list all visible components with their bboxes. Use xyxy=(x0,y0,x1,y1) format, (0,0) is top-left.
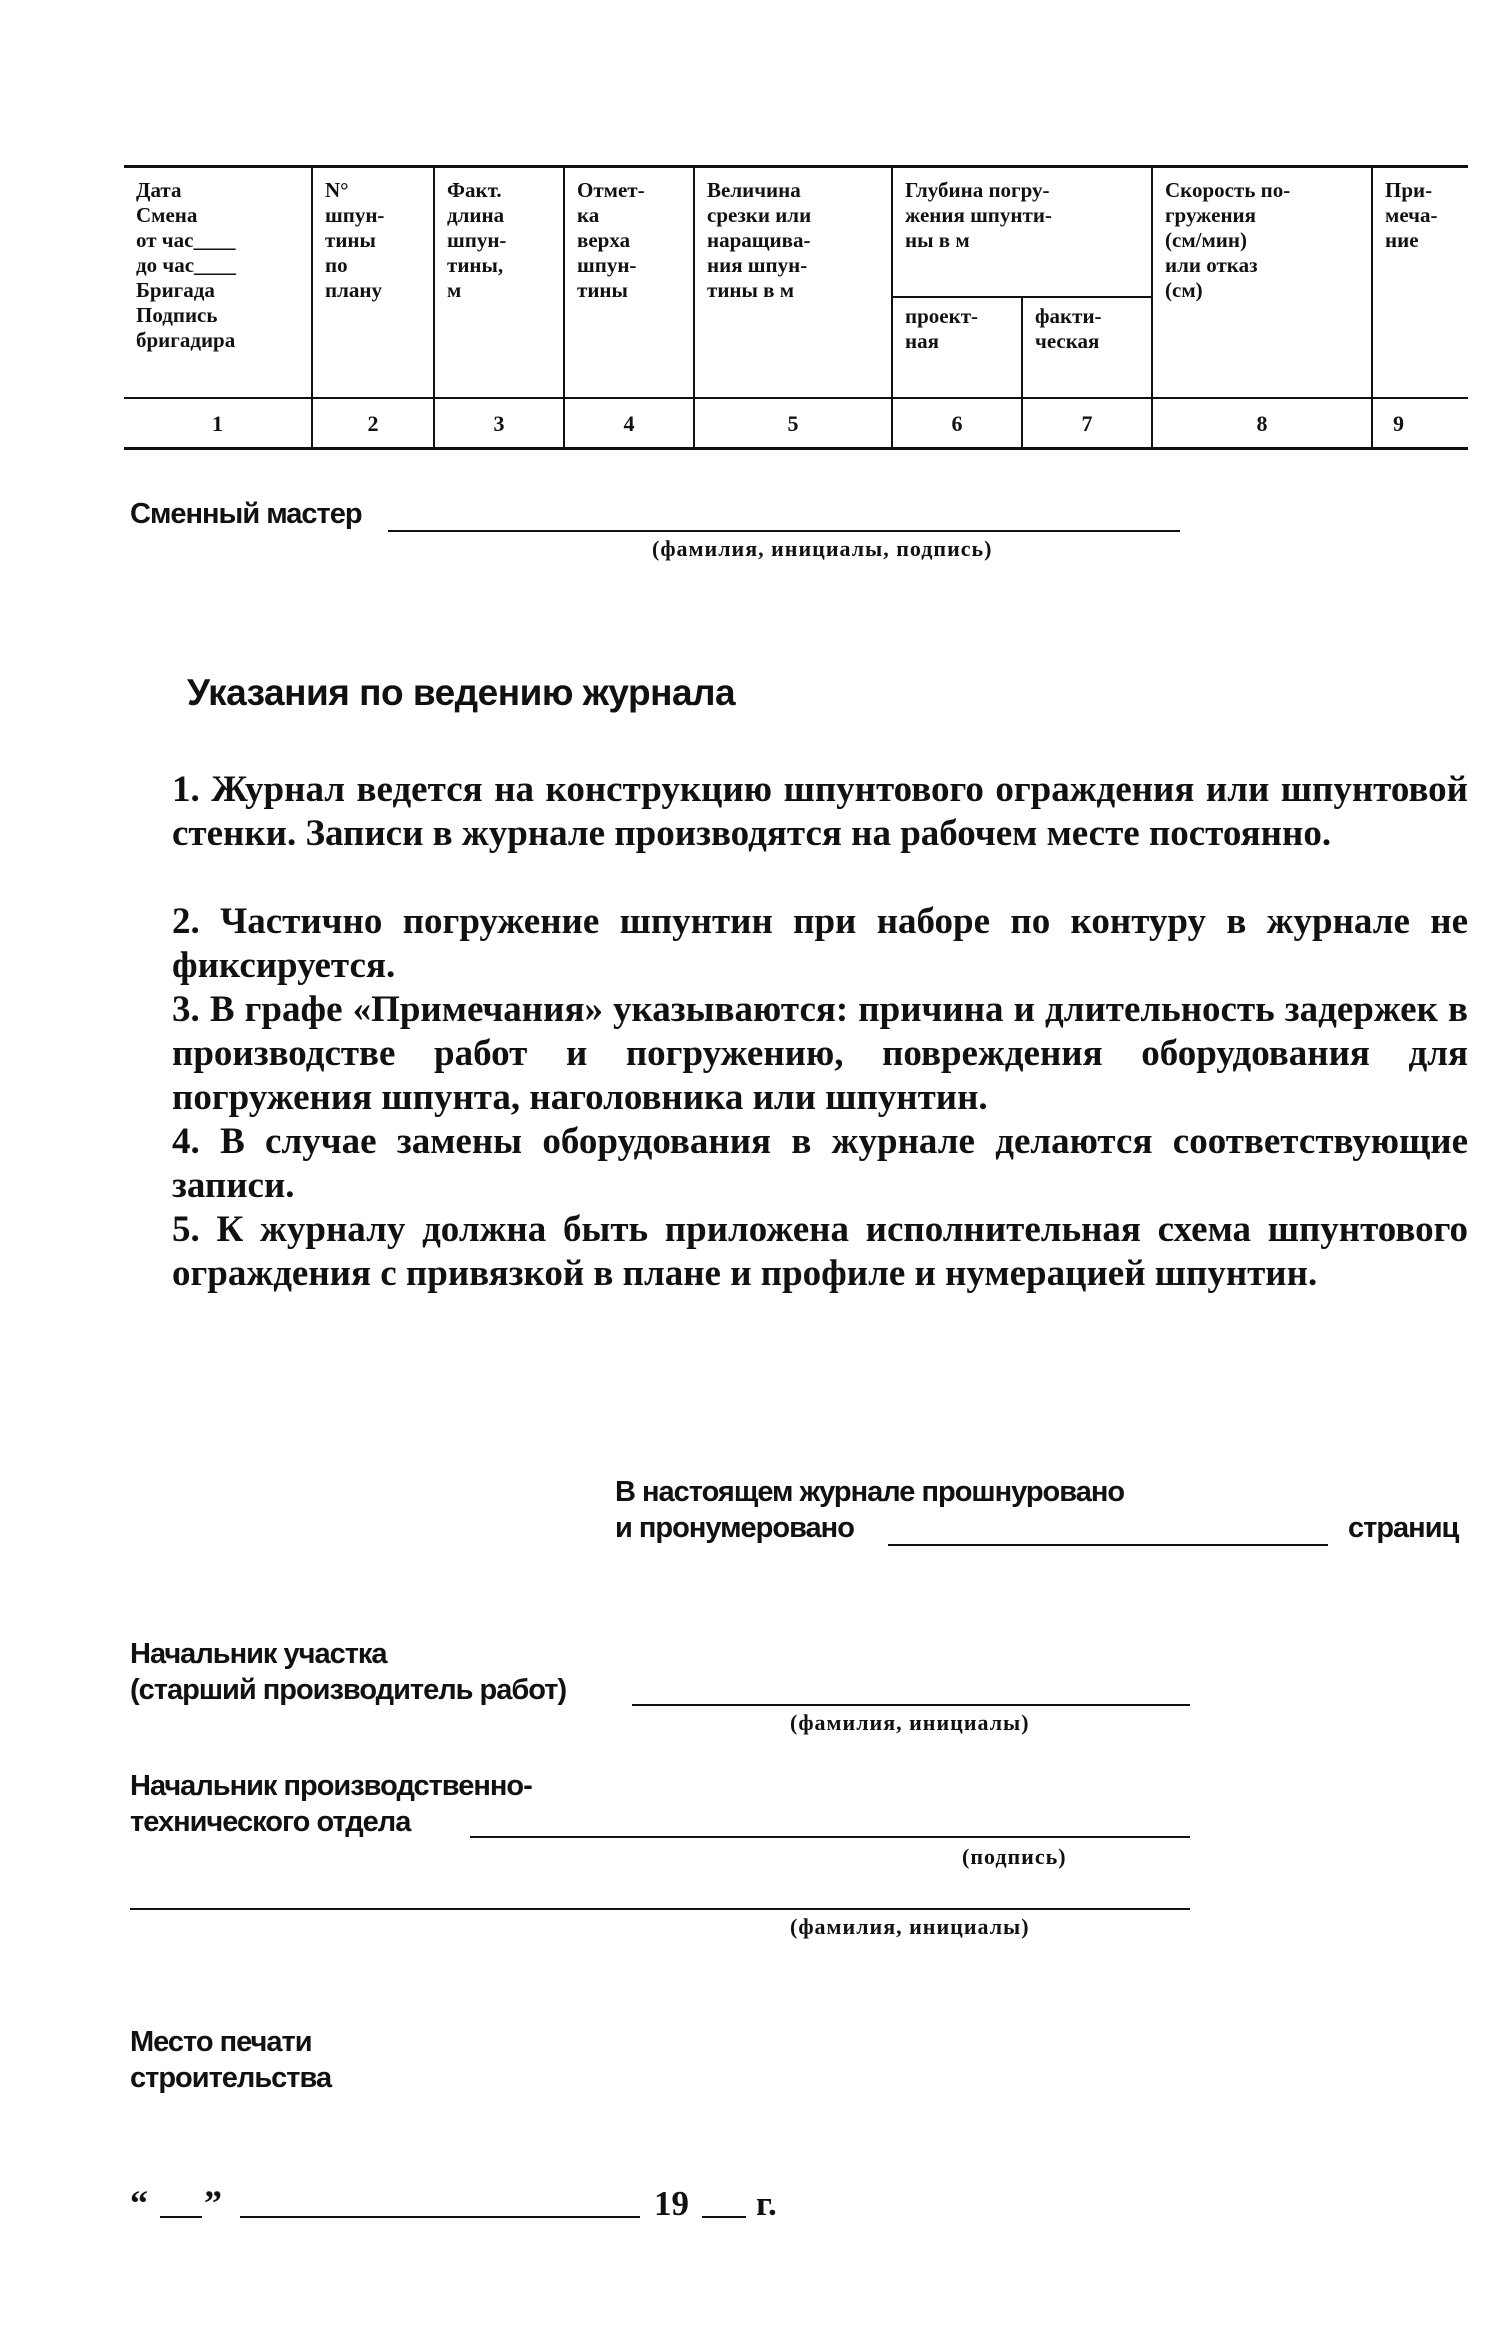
header-driving-depth: Глубина погру- жения шпунти- ны в м xyxy=(892,167,1152,298)
pages-line1: В настоящем журнале прошнуровано xyxy=(615,1476,1125,1508)
header-cut-or-extension: Величина срезки или наращива- ния шпун- тины в м xyxy=(694,167,892,399)
chief-caption: (фамилия, инициалы) xyxy=(790,1710,1030,1735)
pages-suffix: страниц xyxy=(1348,1512,1459,1544)
header-sheet-number: N° шпун- тины по плану xyxy=(312,167,434,399)
date-day-line[interactable] xyxy=(160,2216,202,2218)
date-open-quote: “ xyxy=(130,2183,148,2223)
instruction-item: 5. К журналу должна быть приложена исполнительная схема шпунтового ограждения с привязкой в плане и профиле и нумерацией шпунтин. xyxy=(172,1209,1468,1294)
header-date-shift-brigade: Дата Смена от час____ до час____ Бригада Подпись бригадира xyxy=(124,167,312,399)
shift-master-label: Сменный мастер xyxy=(130,498,362,530)
date-month-line[interactable] xyxy=(240,2216,640,2218)
header-depth-design: проект- ная xyxy=(892,297,1022,398)
shift-master-caption: (фамилия, инициалы, подпись) xyxy=(652,536,993,561)
date-year-line[interactable] xyxy=(702,2216,746,2218)
column-number: 9 xyxy=(1372,398,1468,449)
header-note: При- меча- ние xyxy=(1372,167,1468,399)
pto-caption-name: (фамилия, инициалы) xyxy=(790,1914,1030,1939)
column-number: 1 xyxy=(124,398,312,449)
instruction-item: 1. Журнал ведется на конструкцию шпунтового ограждения или шпунтовой стенки. Записи в журнале производятся на рабочем месте постоянно. xyxy=(172,769,1468,854)
stamp-line2: строительства xyxy=(130,2062,332,2094)
instruction-item: 2. Частично погружение шпунтин при наборе по контуру в журнале не фиксируется. xyxy=(172,901,1468,986)
date-year-suffix: г. xyxy=(756,2184,777,2223)
column-number: 6 xyxy=(892,398,1022,449)
column-number: 2 xyxy=(312,398,434,449)
header-driving-speed: Скорость по- гружения (см/мин) или отказ (см) xyxy=(1152,167,1372,399)
date-year-prefix: 19 xyxy=(654,2184,689,2223)
chief-line2: (старший производитель работ) xyxy=(130,1674,567,1706)
pto-name-line[interactable] xyxy=(130,1908,1190,1910)
pto-caption-sign: (подпись) xyxy=(962,1844,1067,1869)
shift-master-signature-line[interactable] xyxy=(388,530,1180,532)
header-top-mark: Отмет- ка верха шпун- тины xyxy=(564,167,694,399)
date-close-quote: ” xyxy=(204,2183,222,2223)
instructions-heading: Указания по ведению журнала xyxy=(187,672,736,713)
header-actual-length: Факт. длина шпун- тины, м xyxy=(434,167,564,399)
instruction-item: 3. В графе «Примечания» указываются: причина и длительность задержек в производстве работ и погружению, повреждения оборудования для погружения шпунта, наголовника или шпунтин. xyxy=(172,989,1468,1118)
pages-count-line[interactable] xyxy=(888,1544,1328,1546)
pto-signature-line[interactable] xyxy=(470,1836,1190,1838)
column-number: 4 xyxy=(564,398,694,449)
column-number: 8 xyxy=(1152,398,1372,449)
pto-line1: Начальник производственно- xyxy=(130,1770,532,1802)
stamp-line1: Место печати xyxy=(130,2026,312,2058)
chief-signature-line[interactable] xyxy=(632,1704,1190,1706)
instruction-item: 4. В случае замены оборудования в журнале делаются соответствующие записи. xyxy=(172,1121,1468,1206)
header-depth-actual: факти- ческая xyxy=(1022,297,1152,398)
chief-line1: Начальник участка xyxy=(130,1638,387,1670)
column-number: 3 xyxy=(434,398,564,449)
journal-table xyxy=(124,165,1468,450)
pages-line2: и пронумеровано xyxy=(615,1512,854,1544)
column-number: 5 xyxy=(694,398,892,449)
pto-line2: технического отдела xyxy=(130,1806,411,1838)
column-number: 7 xyxy=(1022,398,1152,449)
